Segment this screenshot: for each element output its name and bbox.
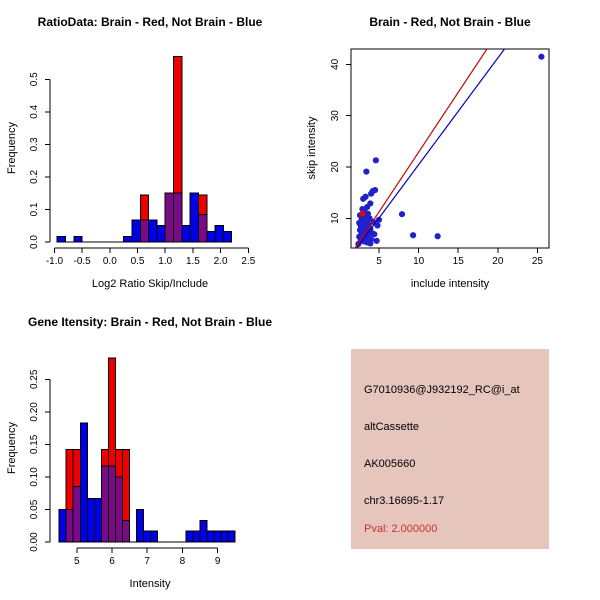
x-axis xyxy=(379,248,537,253)
svg-text:40: 40 xyxy=(330,58,341,70)
red-scatter-point xyxy=(359,211,365,217)
gene-info-box xyxy=(351,349,549,549)
locus-text: chr3.16695-1.17 xyxy=(364,495,445,507)
svg-text:8: 8 xyxy=(179,556,186,567)
histogram-bars xyxy=(57,56,232,242)
svg-text:0.5: 0.5 xyxy=(130,256,145,267)
svg-text:Frequency: Frequency xyxy=(6,422,18,474)
svg-text:0.25: 0.25 xyxy=(29,369,40,390)
svg-text:0.5: 0.5 xyxy=(29,72,40,87)
svg-text:Brain - Red, Not Brain - Blue: Brain - Red, Not Brain - Blue xyxy=(369,15,531,29)
x-axis xyxy=(77,548,218,553)
ratio-histogram-chart xyxy=(0,0,300,300)
svg-text:0.2: 0.2 xyxy=(29,169,40,184)
svg-text:5: 5 xyxy=(73,556,80,567)
svg-text:Frequency: Frequency xyxy=(6,122,18,174)
intensity-scatter-chart xyxy=(300,0,600,300)
svg-text:0.20: 0.20 xyxy=(29,402,40,422)
svg-text:0.0: 0.0 xyxy=(29,235,40,249)
svg-text:0.10: 0.10 xyxy=(29,467,40,487)
chart-title xyxy=(38,15,263,29)
svg-text:skip intensity: skip intensity xyxy=(306,116,318,180)
svg-text:9: 9 xyxy=(214,556,221,567)
gene-intensity-histogram-chart xyxy=(0,300,300,600)
svg-text:0.1: 0.1 xyxy=(29,202,40,217)
svg-text:7: 7 xyxy=(144,556,150,567)
y-axis xyxy=(346,64,351,218)
svg-text:Intensity: Intensity xyxy=(129,578,171,590)
svg-text:include intensity: include intensity xyxy=(410,278,490,290)
svg-text:-0.5: -0.5 xyxy=(73,256,91,267)
svg-text:20: 20 xyxy=(330,161,341,173)
panel-gene-info xyxy=(300,300,600,600)
svg-text:0.05: 0.05 xyxy=(29,499,40,520)
svg-text:RatioData: Brain - Red, Not Br: RatioData: Brain - Red, Not Brain - Blue xyxy=(37,15,263,29)
panel-gene-intensity-histogram xyxy=(0,300,300,600)
event-type-text: altCassette xyxy=(364,421,420,433)
svg-text:2.0: 2.0 xyxy=(213,256,228,267)
svg-text:0.3: 0.3 xyxy=(29,137,40,152)
svg-text:1.0: 1.0 xyxy=(158,256,173,267)
svg-text:Log2 Ratio Skip/Include: Log2 Ratio Skip/Include xyxy=(91,278,209,290)
svg-text:-1.0: -1.0 xyxy=(45,256,64,267)
svg-text:10: 10 xyxy=(413,256,425,267)
svg-text:5: 5 xyxy=(376,256,382,267)
svg-text:0.0: 0.0 xyxy=(102,256,117,267)
svg-text:30: 30 xyxy=(330,110,341,122)
probe-id-text: G7010936@J932192_RC@i_at xyxy=(364,384,520,396)
svg-text:25: 25 xyxy=(531,256,543,267)
svg-text:20: 20 xyxy=(492,256,504,267)
chart-title xyxy=(28,315,272,329)
scatter-points xyxy=(355,54,544,247)
x-axis xyxy=(54,248,248,253)
svg-text:0.00: 0.00 xyxy=(29,532,40,552)
svg-text:0.15: 0.15 xyxy=(29,434,40,455)
chart-title xyxy=(369,15,531,29)
svg-text:10: 10 xyxy=(330,212,341,224)
y-axis xyxy=(45,79,50,242)
accession-text: AK005660 xyxy=(364,458,416,470)
svg-text:0.4: 0.4 xyxy=(29,104,40,119)
svg-text:15: 15 xyxy=(452,256,464,267)
svg-text:2.5: 2.5 xyxy=(241,256,256,267)
svg-text:1.5: 1.5 xyxy=(185,256,200,267)
pval-text: Pval: 2.000000 xyxy=(364,523,438,535)
svg-text:Gene Itensity: Brain - Red, No: Gene Itensity: Brain - Red, Not Brain - Blue xyxy=(27,315,273,329)
panel-ratio-histogram xyxy=(0,0,300,300)
svg-text:6: 6 xyxy=(109,556,115,567)
histogram-bars xyxy=(59,358,235,542)
panel-intensity-scatter xyxy=(300,0,600,300)
y-axis xyxy=(45,379,50,542)
